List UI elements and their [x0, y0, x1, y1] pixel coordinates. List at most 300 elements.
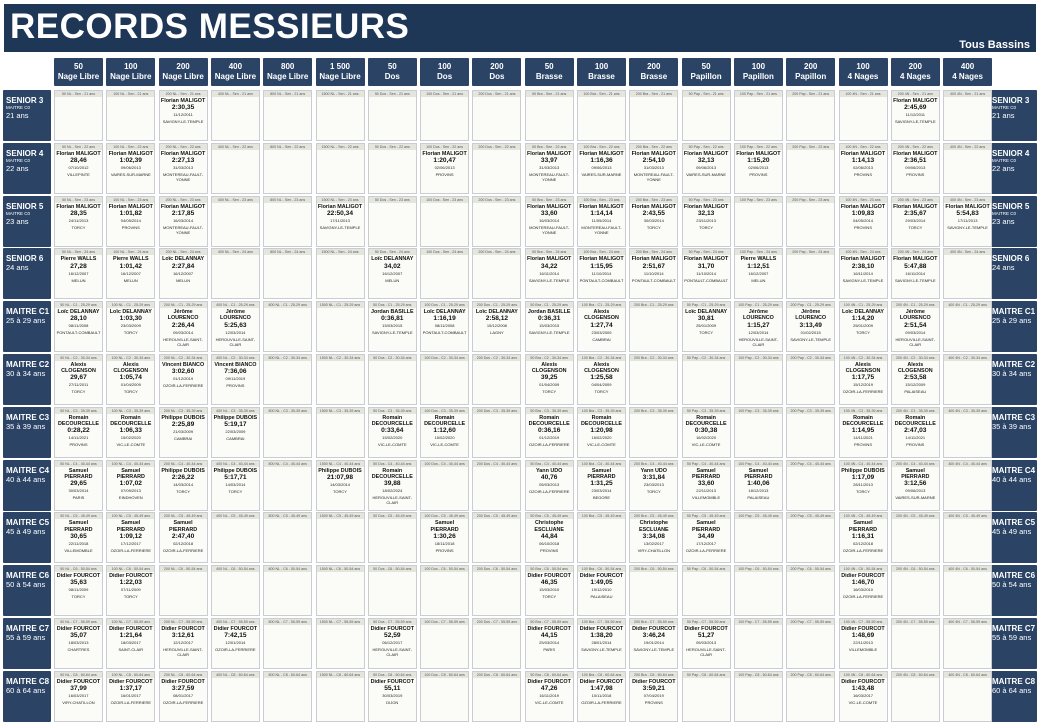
record-cell — [525, 143, 574, 194]
record-place: PROVINS — [906, 442, 925, 448]
record-cell — [734, 671, 783, 722]
swimmer-name: Florian MALIGOT — [683, 256, 729, 263]
record-date: 02/06/2013 — [434, 165, 455, 170]
event-stroke: Nage Libre — [214, 71, 257, 81]
record-cell — [629, 618, 678, 669]
swimmer-name: Florian MALIGOT — [893, 203, 938, 210]
record-cell — [263, 301, 312, 352]
category-label-right — [989, 671, 1037, 722]
record-cell — [368, 301, 417, 352]
record-time: 1:47,98 — [590, 685, 613, 692]
record-place: TORCY — [71, 389, 86, 395]
record-cell-tag: 400 NL - Sen - 22 ans — [212, 144, 259, 150]
record-time: 5:54,83 — [956, 209, 979, 217]
record-place: VILLEMOMBLE — [848, 647, 878, 653]
category-label-right — [989, 301, 1037, 352]
record-cell — [420, 248, 469, 299]
record-date: 08/11/2009 — [68, 587, 89, 593]
record-date: 04/05/2014 — [852, 217, 874, 223]
record-cell-tag: 50 NL - Sen - 24 ans — [55, 249, 102, 255]
record-time: 39,25 — [540, 374, 558, 382]
record-cell-tag: 100 Bra - Sen - 23 ans — [578, 197, 625, 203]
record-cell-tag: 50 Bra - C5 - 45-49 ans — [526, 513, 573, 519]
swimmer-name: Vincent BIANCO — [162, 362, 205, 368]
record-cell-tag: 800 NL - C3 - 35-39 ans — [264, 408, 311, 414]
record-cell-tag: 100 4N - C2 - 30-34 ans — [840, 355, 887, 361]
record-cell — [316, 460, 365, 511]
record-place: MONTEREAU-FAULT-YONNE — [581, 224, 622, 235]
record-cell — [472, 248, 521, 299]
record-cell-tag: 200 NL - Sen - 22 ans — [160, 144, 207, 150]
swimmer-name: Didier FOURCOT — [632, 626, 676, 632]
record-cell-tag: 1500 NL - C3 - 35-39 ans — [317, 408, 364, 414]
record-cell-tag: 100 Dos - Sen - 24 ans — [421, 249, 468, 255]
event-distance: 50 — [544, 62, 554, 71]
swimmer-name: Didier FOURCOT — [579, 678, 624, 685]
record-cell — [472, 565, 521, 616]
record-date: 30/03/2014 — [68, 488, 89, 493]
record-place: HEROUVILLE-SAINT-CLAIR — [738, 336, 779, 347]
swimmer-name: Loïc DELANNAY — [423, 309, 466, 316]
record-place: PROVINS — [853, 442, 872, 448]
record-cell — [577, 248, 626, 299]
record-cell-tag: 200 Bra - Sen - 21 ans — [630, 91, 677, 97]
record-place: PARIS — [543, 647, 556, 653]
record-cell — [786, 407, 835, 458]
event-header — [943, 58, 992, 86]
record-cell-tag: 200 Dos - C5 - 45-49 ans — [473, 513, 520, 519]
record-time: 1:16,19 — [433, 315, 456, 323]
record-cell-tag: 100 4N - Sen - 21 ans — [840, 91, 887, 97]
record-date: 11/10/2014 — [591, 270, 612, 276]
record-time: 2:53,58 — [904, 374, 927, 382]
record-cell — [891, 354, 940, 405]
record-cell — [211, 354, 260, 405]
record-date: 11/12/2011 — [173, 112, 193, 118]
record-cell-tag: 100 Bra - Sen - 21 ans — [578, 91, 625, 97]
record-time: 5:19,17 — [224, 421, 247, 428]
record-time: 33,60 — [697, 480, 715, 487]
record-cell — [839, 512, 888, 563]
record-date: 02/06/2013 — [852, 165, 874, 170]
record-place: SAVIGNY-LE-TEMPLE — [319, 224, 361, 230]
record-time: 3:46,24 — [642, 632, 665, 640]
record-place: MONTEREAU-FAULT-YONNE — [633, 172, 674, 182]
record-cell — [420, 407, 469, 458]
record-place: OZOIR-LA-FERRIERE — [528, 442, 570, 448]
record-cell-tag: 200 4N - Sen - 22 ans — [892, 144, 939, 150]
record-date: 16/02/2020 — [591, 435, 612, 441]
category-age: 25 à 29 ans — [992, 316, 1032, 326]
record-time: 3:02,60 — [171, 368, 195, 376]
record-time: 1:46,70 — [851, 579, 875, 587]
record-cell-tag: 1500 NL - C4 - 40-44 ans — [317, 461, 364, 467]
category-label-right — [989, 248, 1037, 299]
record-cell — [786, 90, 835, 141]
category-label-left — [3, 90, 51, 141]
swimmer-name: Florian MALIGOT — [108, 150, 153, 157]
record-cell-tag: 50 Pap - Sen - 21 ans — [683, 91, 730, 97]
record-time: 55,11 — [384, 685, 401, 692]
record-date: 12/01/2014 — [225, 640, 246, 646]
record-place: HEROUVILLE-SAINT-CLAIR — [895, 336, 936, 347]
record-cell-tag: 100 4N - Sen - 24 ans — [840, 249, 887, 255]
record-time: 1:21,64 — [119, 632, 142, 640]
record-date: 16/12/2007 — [120, 270, 141, 276]
record-time: 2:17,85 — [171, 209, 195, 217]
record-cell — [106, 90, 155, 141]
record-date: 14/11/2021 — [905, 435, 926, 441]
swimmer-name: Jérôme LOURENCO — [167, 309, 199, 322]
record-time: 2:51,67 — [642, 262, 665, 270]
record-cell-tag: 100 Dos - C3 - 35-39 ans — [421, 408, 468, 414]
record-time: 29,67 — [70, 374, 87, 382]
record-date: 16/03/2014 — [539, 217, 560, 223]
event-header — [316, 58, 365, 86]
record-date: 15/12/2008 — [486, 323, 507, 329]
record-place: TORCY — [594, 389, 609, 395]
record-cell-tag: 200 4N - C6 - 50-54 ans — [892, 566, 939, 572]
record-cell-tag: 800 NL - Sen - 23 ans — [264, 197, 311, 203]
record-cell — [525, 460, 574, 511]
swimmer-name: Florian MALIGOT — [840, 150, 886, 157]
swimmer-name: Didier FOURCOT — [161, 626, 205, 632]
record-date: 16/12/2007 — [68, 270, 89, 276]
record-cell — [211, 196, 260, 247]
swimmer-name: Loïc DELANNAY — [475, 309, 518, 316]
record-cell — [629, 301, 678, 352]
record-time: 32,13 — [697, 157, 715, 164]
record-cell — [786, 143, 835, 194]
record-cell-tag: 100 Dos - C1 - 25-29 ans — [421, 302, 468, 308]
record-cell — [629, 671, 678, 722]
record-place: PALAISEAU — [747, 495, 770, 500]
swimmer-name: Jordan BASILLE — [371, 309, 414, 316]
record-date: 09/06/2013 — [120, 165, 141, 170]
record-cell-tag: 200 Bra - Sen - 23 ans — [630, 197, 677, 203]
record-cell — [106, 248, 155, 299]
record-date: 07/04/2019 — [643, 693, 664, 698]
record-cell — [263, 248, 312, 299]
record-cell — [159, 565, 208, 616]
record-place: BEGORE — [592, 495, 611, 500]
record-cell — [525, 512, 574, 563]
record-cell — [839, 90, 888, 141]
record-cell-tag: 100 Pap - C2 - 30-34 ans — [735, 355, 782, 361]
record-cell — [943, 671, 992, 722]
record-time: 1:30,26 — [433, 532, 456, 540]
swimmer-name: Romain DECOURCELLE — [424, 414, 466, 427]
swimmer-name: Florian MALIGOT — [56, 150, 101, 157]
record-cell — [734, 565, 783, 616]
swimmer-name: Didier FOURCOT — [56, 573, 101, 580]
record-time: 1:01,82 — [119, 209, 142, 217]
record-cell-tag: 100 4N - C4 - 40-44 ans — [840, 461, 887, 467]
event-stroke: Brasse — [535, 71, 563, 81]
record-time: 34,02 — [384, 262, 401, 270]
record-time: 1:06,33 — [119, 427, 142, 435]
record-time: 1:31,25 — [590, 480, 613, 487]
category-name: SENIOR 5 — [6, 201, 44, 211]
record-cell — [839, 143, 888, 194]
record-cell-tag: 50 Dos - C4 - 40-44 ans — [369, 461, 416, 467]
record-time: 44,84 — [540, 532, 558, 540]
swimmer-name: Didier FOURCOT — [527, 573, 571, 580]
event-stroke: 4 Nages — [952, 71, 983, 81]
category-sub: MAITRE C0 — [6, 105, 31, 110]
record-cell — [891, 143, 940, 194]
record-cell-tag: 800 NL - C7 - 55-59 ans — [264, 619, 311, 625]
record-cell — [891, 196, 940, 247]
page-subtitle: Tous Bassins — [959, 39, 1030, 51]
record-cell — [786, 671, 835, 722]
record-cell — [106, 618, 155, 669]
record-cell — [472, 460, 521, 511]
record-place: VIRY-CHATILLON — [62, 700, 95, 705]
category-name: MAITRE C6 — [992, 571, 1036, 581]
record-cell — [106, 407, 155, 458]
record-cell-tag: 100 NL - C4 - 40-44 ans — [107, 461, 154, 467]
record-cell — [263, 196, 312, 247]
record-place: VILLEMOMBLE — [64, 547, 93, 553]
record-cell — [839, 407, 888, 458]
record-cell — [316, 407, 365, 458]
category-label-right — [989, 565, 1037, 616]
record-cell — [629, 512, 678, 563]
record-cell — [316, 512, 365, 563]
record-date: 16/11/2014 — [539, 270, 560, 276]
event-distance: 400 — [228, 62, 243, 71]
record-cell-tag: 50 NL - C5 - 45-49 ans — [55, 513, 102, 519]
record-cell — [54, 565, 103, 616]
record-time: 0:28,22 — [67, 427, 90, 435]
record-date: 16/03/2017 — [852, 693, 874, 698]
record-cell — [159, 671, 208, 722]
record-cell — [577, 671, 626, 722]
record-place: MELUN — [71, 277, 86, 283]
record-date: 07/11/2009 — [120, 587, 141, 593]
record-cell — [106, 565, 155, 616]
record-place: MONTEREAU-FAULT-YONNE — [163, 172, 204, 182]
record-cell — [682, 248, 731, 299]
record-cell-tag: 50 Dos - C6 - 50-54 ans — [369, 566, 416, 572]
category-name: MAITRE C6 — [6, 571, 50, 581]
record-time: 0:30,38 — [694, 427, 718, 435]
record-date: 09/03/2013 — [696, 640, 717, 646]
swimmer-name: Yann UDO — [640, 467, 667, 474]
record-date: 15/12/2019 — [852, 382, 874, 388]
record-place: OZOIR-LA-FERRIERE — [842, 389, 884, 395]
category-age: 35 à 39 ans — [6, 421, 46, 431]
record-place: LAGNY — [490, 330, 504, 336]
record-cell-tag: 50 Pap - C3 - 35-39 ans — [683, 408, 730, 414]
record-cell — [316, 618, 365, 669]
record-cell — [211, 248, 260, 299]
record-place: MELUN — [176, 277, 191, 283]
category-age: 45 à 49 ans — [6, 527, 46, 537]
record-cell-tag: 100 Pap - Sen - 22 ans — [735, 144, 782, 150]
record-cell-tag: 200 Dos - C4 - 40-44 ans — [473, 461, 520, 467]
swimmer-name: Didier FOURCOT — [841, 678, 885, 685]
record-time: 2:58,12 — [485, 315, 509, 323]
record-cell — [420, 512, 469, 563]
record-cell-tag: 200 Dos - C6 - 50-54 ans — [473, 566, 520, 572]
record-place: OZOIR-LA-FERRIERE — [162, 700, 204, 705]
category-label-left — [3, 512, 51, 563]
record-time: 1:49,05 — [590, 579, 613, 587]
record-place: VIC-LE-COMTE — [116, 442, 146, 448]
record-cell-tag: 50 NL - C4 - 40-44 ans — [55, 461, 102, 467]
record-cell-tag: 50 Pap - Sen - 23 ans — [683, 197, 730, 203]
record-cell-tag: 1500 NL - Sen - 22 ans — [317, 144, 364, 150]
record-cell-tag: 400 NL - C3 - 35-39 ans — [212, 408, 259, 414]
record-place: SAVIGNY-LE-TEMPLE — [842, 277, 884, 283]
swimmer-name: Jérôme LOURENCO — [219, 309, 251, 322]
record-cell-tag: 50 NL - Sen - 23 ans — [55, 197, 102, 203]
record-cell-tag: 50 Pap - C1 - 25-29 ans — [683, 302, 730, 308]
swimmer-name: Didier FOURCOT — [109, 573, 153, 580]
record-time: 29,65 — [70, 480, 87, 487]
record-date: 02/06/2013 — [748, 165, 769, 170]
record-cell-tag: 200 Pap - C2 - 30-34 ans — [787, 355, 834, 361]
event-header — [786, 58, 835, 86]
record-cell — [734, 248, 783, 299]
record-cell — [786, 301, 835, 352]
record-cell — [472, 143, 521, 194]
event-stroke: Nage Libre — [319, 71, 361, 81]
record-cell-tag: 50 Dos - C3 - 35-39 ans — [369, 408, 416, 414]
event-stroke: Nage Libre — [110, 71, 152, 81]
record-place: OZOIR-LA-FERRIERE — [110, 547, 152, 553]
record-date: 07/09/2013 — [120, 488, 141, 493]
record-cell-tag: 50 Pap - C8 - 60-64 ans — [683, 672, 730, 678]
record-time: 7:42,15 — [224, 632, 247, 640]
record-cell — [316, 354, 365, 405]
swimmer-name: Romain DECOURCELLE — [894, 414, 936, 427]
record-cell-tag: 100 Bra - Sen - 22 ans — [578, 144, 625, 150]
category-label-right — [989, 618, 1037, 669]
record-time: 37,99 — [70, 685, 87, 692]
record-date: 16/11/2019 — [539, 693, 560, 698]
record-time: 35,63 — [70, 579, 87, 587]
record-cell-tag: 50 Bra - Sen - 21 ans — [526, 91, 573, 97]
record-cell-tag: 400 4N - C4 - 40-44 ans — [944, 461, 991, 467]
record-cell — [316, 90, 365, 141]
record-cell — [682, 618, 731, 669]
record-date: 17/11/2013 — [330, 217, 350, 223]
record-cell — [420, 196, 469, 247]
record-cell-tag: 200 Dos - C1 - 25-29 ans — [473, 302, 520, 308]
category-age: 23 ans — [992, 216, 1015, 226]
event-stroke: Papillon — [690, 71, 722, 81]
swimmer-name: Jordan BASILLE — [527, 309, 571, 316]
record-cell — [159, 460, 208, 511]
record-date: 06/10/2018 — [539, 540, 560, 546]
record-cell — [577, 301, 626, 352]
record-time: 31,70 — [697, 262, 715, 270]
record-time: 1:37,17 — [119, 685, 142, 692]
event-header — [263, 58, 312, 86]
record-time: 2:36,51 — [904, 157, 927, 164]
record-time: 47,26 — [540, 685, 558, 692]
record-cell-tag: 100 NL - C2 - 30-34 ans — [107, 355, 154, 361]
record-cell — [525, 301, 574, 352]
category-label-left — [3, 407, 51, 458]
swimmer-name: Pierre WALLS — [112, 256, 149, 263]
record-place: TORCY — [856, 330, 870, 336]
record-time: 1:09,83 — [851, 209, 875, 217]
record-cell-tag: 400 4N - C1 - 25-29 ans — [944, 302, 991, 308]
category-label-left — [3, 196, 51, 247]
record-cell-tag: 200 NL - Sen - 21 ans — [160, 91, 207, 97]
record-cell-tag: 200 4N - C3 - 35-39 ans — [892, 408, 939, 414]
record-cell-tag: 200 Pap - C1 - 25-29 ans — [787, 302, 834, 308]
record-date: 14/03/2014 — [173, 481, 194, 487]
record-cell — [54, 407, 103, 458]
category-age: 24 ans — [992, 263, 1015, 273]
event-stroke: 4 Nages — [847, 71, 879, 81]
record-time: 5:25,63 — [224, 321, 247, 329]
category-label-right — [989, 196, 1037, 247]
record-date: 14/11/2021 — [853, 435, 873, 441]
record-cell-tag: 200 4N - Sen - 24 ans — [892, 249, 939, 255]
record-time: 2:43,55 — [642, 209, 665, 217]
swimmer-name: Samuel PIERRARD — [116, 467, 145, 480]
record-cell — [159, 90, 208, 141]
record-cell — [629, 196, 678, 247]
category-name: SENIOR 3 — [992, 96, 1030, 105]
record-place: TORCY — [542, 594, 557, 600]
category-label-right — [989, 512, 1037, 563]
record-cell-tag: 200 Bra - Sen - 22 ans — [630, 144, 677, 150]
record-cell — [420, 565, 469, 616]
swimmer-name: Pierre WALLS — [740, 256, 777, 263]
record-cell — [786, 248, 835, 299]
record-cell — [786, 565, 835, 616]
record-cell — [211, 407, 260, 458]
record-cell — [525, 618, 574, 669]
record-time: 2:27,13 — [171, 157, 195, 164]
swimmer-name: Florian MALIGOT — [840, 256, 886, 263]
record-cell-tag: 50 NL - C8 - 60-64 ans — [55, 672, 102, 678]
record-cell — [734, 143, 783, 194]
swimmer-name: Alexis CLOGENSON — [584, 362, 619, 375]
record-date: 23/03/2013 — [643, 481, 664, 487]
record-place: PONTAULT-COMBAULT — [684, 277, 728, 283]
record-place: HEROUVILLE-SAINT-CLAIR — [372, 495, 413, 505]
event-header — [159, 58, 208, 86]
record-date: 01/12/2019 — [173, 376, 194, 382]
record-cell — [577, 565, 626, 616]
record-cell — [786, 512, 835, 563]
record-cell-tag: 100 NL - C1 - 25-29 ans — [107, 302, 154, 308]
record-place: VIC-LE-COMTE — [691, 442, 721, 448]
record-cell-tag: 100 4N - C5 - 45-49 ans — [840, 513, 887, 519]
event-header — [682, 58, 731, 86]
event-header — [420, 58, 469, 86]
swimmer-name: Florian MALIGOT — [683, 150, 729, 157]
record-place: SAVIGNY-LE-TEMPLE — [790, 336, 832, 342]
record-cell-tag: 400 NL - C2 - 30-34 ans — [212, 355, 259, 361]
record-cell-tag: 50 NL - Sen - 21 ans — [55, 91, 102, 97]
swimmer-name: Loïc DELANNAY — [109, 309, 152, 316]
record-cell-tag: 1500 NL - C7 - 55-59 ans — [317, 619, 364, 625]
record-time: 1:14,20 — [851, 315, 875, 323]
category-name: MAITRE C7 — [992, 624, 1036, 633]
record-place: TORCY — [646, 224, 661, 230]
record-cell-tag: 1500 NL - Sen - 21 ans — [317, 91, 364, 97]
category-age: 40 à 44 ans — [992, 474, 1032, 484]
